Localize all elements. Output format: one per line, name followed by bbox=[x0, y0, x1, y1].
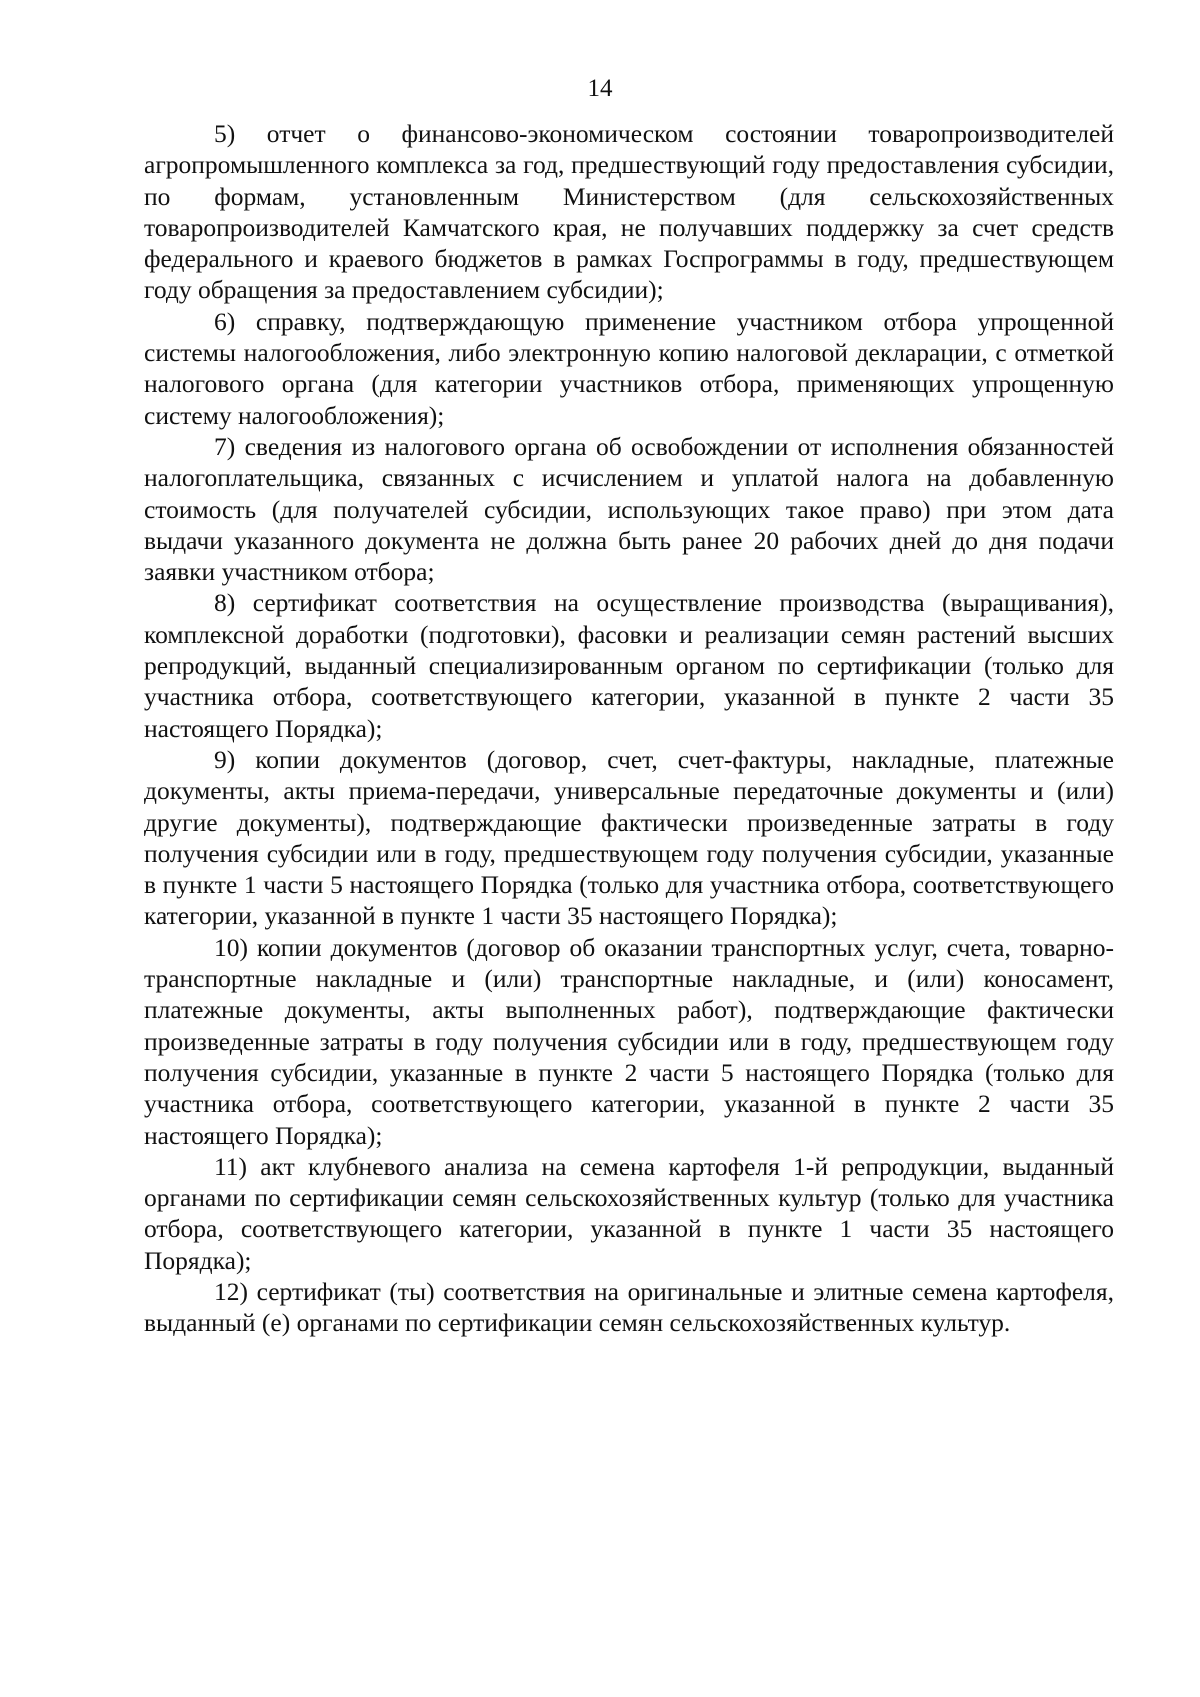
page-number: 14 bbox=[587, 75, 613, 102]
document-body bbox=[144, 118, 1114, 1339]
list-item-10: 10) копии документов (договор об оказании транспортных услуг, счета, товарно-транспортные накладные и (или) транспортные накладные, и (или) коносамент, платежные документы, акты выполненных работ), подтверждающие фактически произведенные затраты в году получения субсидии или в году, предшествующем году получения субсидии, указанные в пункте 2 части 5 настоящего Порядка (только для участника отбора, соответствующего категории, указанной в пункте 2 части 35 настоящего Порядка); bbox=[144, 932, 1114, 1150]
list-item-11: 11) акт клубневого анализа на семена картофеля 1-й репродукции, выданный органами по сертификации семян сельскохозяйственных культур (только для участника отбора, соответствующего категории, указанной в пункте 1 части 35 настоящего Порядка); bbox=[144, 1151, 1114, 1275]
list-item-5: 5) отчет о финансово-экономическом состоянии товаропроизводителей агропромышленного комплекса за год, предшествующий году предоставления субсидии, по формам, установленным Министерством (для сельскохозяйственных товаропроизводителей Камчатского края, не получавших поддержку за счет средств федерального и краевого бюджетов в рамках Госпрограммы в году, предшествующем году обращения за предоставлением субсидии); bbox=[144, 119, 1114, 305]
list-item-12: 12) сертификат (ты) соответствия на оригинальные и элитные семена картофеля, выданный (е) органами по сертификации семян сельскохозяйственных культур. bbox=[144, 1276, 1114, 1338]
list-item-7: 7) сведения из налогового органа об освобождении от исполнения обязанностей налогоплательщика, связанных с исчислением и уплатой налога на добавленную стоимость (для получателей субсидии, использующих такое право) при этом дата выдачи указанного документа не должна быть ранее 20 рабочих дней до дня подачи заявки участником отбора; bbox=[144, 431, 1114, 587]
list-item-6: 6) справку, подтверждающую применение участником отбора упрощенной системы налогообложения, либо электронную копию налоговой декларации, с отметкой налогового органа (для категории участников отбора, применяющих упрощенную систему налогообложения); bbox=[144, 306, 1114, 430]
list-item-9: 9) копии документов (договор, счет, счет-фактуры, накладные, платежные документы, акты приема-передачи, универсальные передаточные документы и (или) другие документы), подтверждающие фактически произведенные затраты в году получения субсидии или в году, предшествующем году получения субсидии, указанные в пункте 1 части 5 настоящего Порядка (только для участника отбора, соответствующего категории, указанной в пункте 1 части 35 настоящего Порядка); bbox=[144, 744, 1114, 931]
list-item-8: 8) сертификат соответствия на осуществление производства (выращивания), комплексной доработки (подготовки), фасовки и реализации семян растений высших репродукций, выданный специализированным органом по сертификации (только для участника отбора, соответствующего категории, указанной в пункте 2 части 35 настоящего Порядка); bbox=[144, 588, 1114, 743]
